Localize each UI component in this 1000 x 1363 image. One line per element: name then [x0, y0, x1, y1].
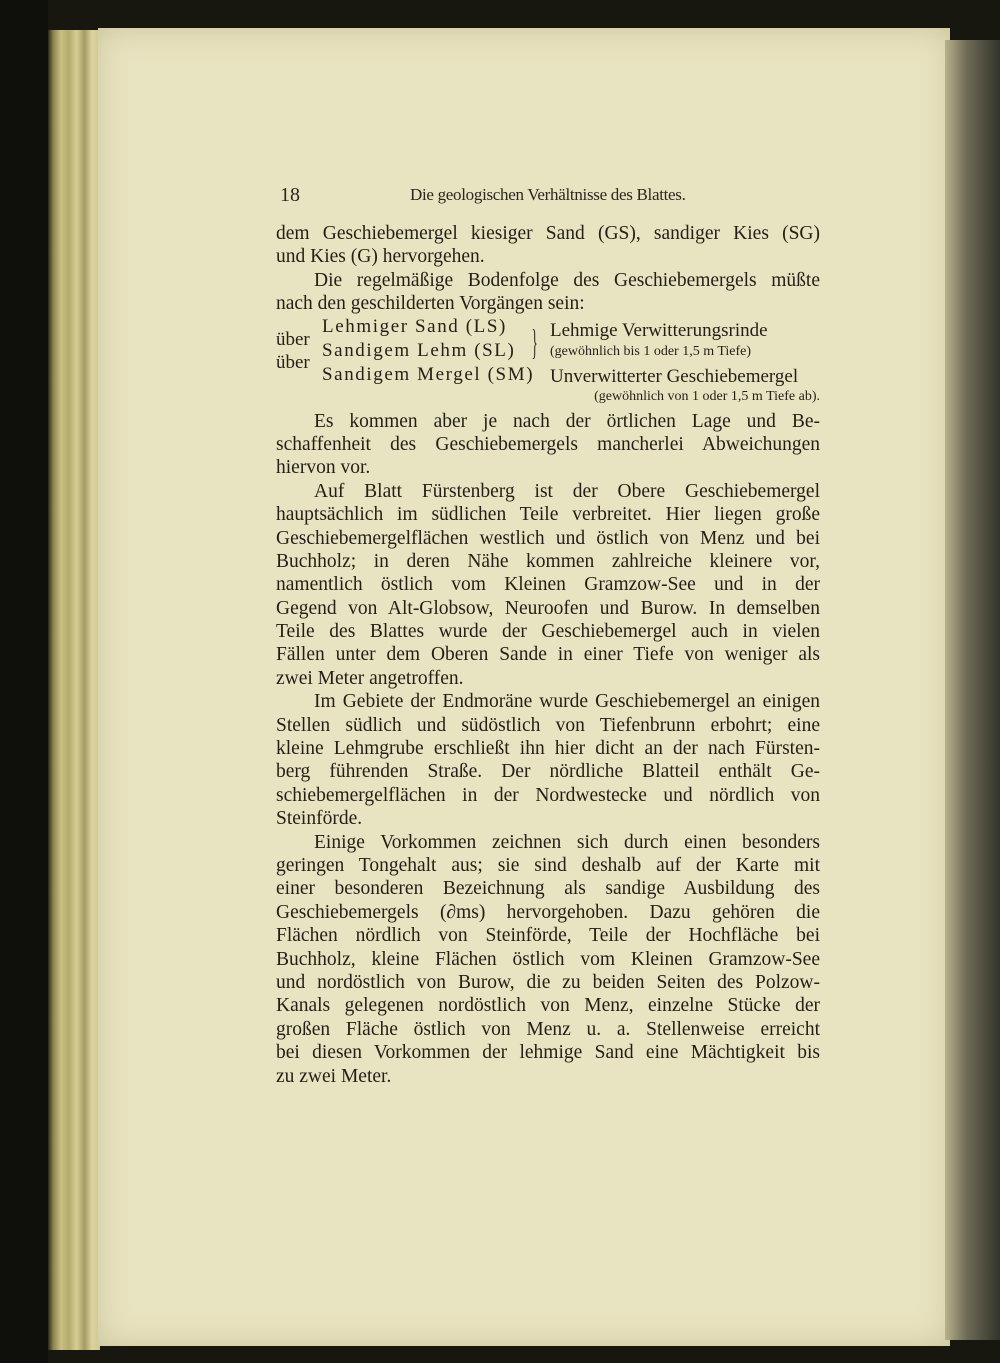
text-line	[276, 269, 820, 292]
text-line	[276, 807, 820, 830]
running-header	[280, 184, 820, 208]
text-line-content: Fällen unter dem Oberen Sande in einer Tiefe von weniger als	[276, 644, 820, 666]
paragraph	[276, 410, 820, 480]
paragraph	[276, 269, 820, 316]
body-text	[276, 222, 820, 1088]
text-line-content: Kanals gelegenen nordöstlich von Menz, einzelne Stücke der	[276, 995, 820, 1017]
text-line-content: Steinförde.	[276, 808, 363, 830]
soil-sequence-table	[276, 316, 820, 410]
text-line-content: großen Fläche östlich von Menz u. a. Stellenweise erreicht	[276, 1018, 820, 1040]
page-number: 18	[280, 184, 300, 206]
text-line-content: Geschiebemergelflächen westlich und östlich von Menz und bei	[276, 527, 820, 549]
text-line	[276, 994, 820, 1017]
paragraph	[276, 831, 820, 1088]
text-line-content: Buchholz; in deren Nähe kommen zahlreiche kleinere vor,	[276, 550, 820, 572]
text-line-content: geringen Tongehalt aus; sie sind deshalb auf der Karte mit	[276, 854, 820, 876]
text-line	[276, 550, 820, 573]
text-line-content: bei diesen Vorkommen der lehmige Sand eine Mächtigkeit bis	[276, 1042, 820, 1064]
text-line	[276, 1041, 820, 1064]
text-line	[276, 877, 820, 900]
paragraph	[276, 222, 820, 269]
text-line	[276, 620, 820, 643]
text-line-content: zwei Meter angetroffen.	[276, 667, 464, 689]
text-line	[276, 410, 820, 433]
text-line	[276, 924, 820, 947]
text-line	[276, 527, 820, 550]
text-line-content: kleine Lehmgrube erschließt ihn hier dicht an der nach Fürsten-	[276, 738, 820, 760]
running-title: Die geologischen Verhältnisse des Blattes.	[410, 185, 686, 204]
text-line	[276, 854, 820, 877]
facing-page-edge	[945, 40, 1000, 1340]
text-line	[276, 784, 820, 807]
text-line	[276, 573, 820, 596]
text-line-content: einer besonderen Bezeichnung als sandige Ausbildung des	[276, 878, 820, 900]
text-line	[276, 1018, 820, 1041]
paragraph	[276, 690, 820, 830]
ueber-label: über	[276, 351, 310, 373]
text-line	[276, 503, 820, 526]
text-line	[276, 245, 820, 268]
text-line-content: berg führenden Straße. Der nördliche Blatteil enthält Ge-	[276, 761, 820, 783]
text-line	[276, 714, 820, 737]
text-line-content: Die regelmäßige Bodenfolge des Geschiebemergels müßte	[314, 269, 820, 291]
text-line-content: nach den geschilderten Vorgängen sein:	[276, 293, 585, 315]
text-line-content: Flächen nördlich von Steinförde, Teile der Hochfläche bei	[276, 925, 820, 947]
text-line	[276, 1065, 820, 1088]
text-line-content: Stellen südlich und südöstlich von Tiefenbrunn erbohrt; eine	[276, 714, 820, 736]
text-line-content: Auf Blatt Fürstenberg ist der Obere Geschiebemergel	[314, 480, 820, 502]
brace: }	[531, 321, 538, 362]
book-spine	[0, 0, 48, 1363]
text-line	[276, 760, 820, 783]
text-line-content: Es kommen aber je nach der örtlichen Lage und Be-	[314, 410, 820, 432]
paragraph	[276, 480, 820, 691]
text-line-content: hauptsächlich im südlichen Teile verbreitet. Hier liegen große	[276, 504, 820, 526]
text-line-content: und Kies (G) hervorgehen.	[276, 246, 485, 268]
text-line-content: schaffenheit des Geschiebemergels mancherlei Abweichungen	[276, 433, 820, 455]
layer-description: Unverwitterter Geschiebemergel	[550, 365, 799, 387]
text-line-content: hiervon vor.	[276, 457, 371, 479]
layer-note: (gewöhnlich bis 1 oder 1,5 m Tiefe)	[550, 343, 752, 359]
text-line	[276, 456, 820, 479]
layer-name: Sandigem Lehm (SL)	[322, 339, 516, 361]
text-line	[276, 667, 820, 690]
page-edges	[48, 30, 100, 1350]
text-line	[276, 901, 820, 924]
text-line-content: Gegend von Alt-Globsow, Neuroofen und Burow. In demselben	[276, 597, 820, 619]
layer-note: (gewöhnlich von 1 oder 1,5 m Tiefe ab).	[594, 388, 820, 404]
text-line-content: und nordöstlich von Burow, die zu beiden Seiten des Polzow-	[276, 971, 820, 993]
text-line	[276, 222, 820, 245]
text-line	[276, 737, 820, 760]
text-line	[276, 831, 820, 854]
text-line-content: dem Geschiebemergel kiesiger Sand (GS), sandiger Kies (SG)	[276, 223, 820, 244]
text-line	[276, 948, 820, 971]
text-line	[276, 433, 820, 456]
text-line	[276, 292, 820, 315]
text-line-content: Im Gebiete der Endmoräne wurde Geschiebemergel an einigen	[314, 691, 820, 713]
text-line-content: Buchholz, kleine Flächen östlich vom Kleinen Gramzow-See	[276, 948, 820, 970]
text-line	[276, 480, 820, 503]
layer-description: Lehmige Verwitterungsrinde	[550, 319, 768, 341]
text-line-content: Geschiebemergels (∂ms) hervorgehoben. Dazu gehören die	[276, 901, 820, 923]
text-line-content: zu zwei Meter.	[276, 1065, 392, 1087]
text-line	[276, 690, 820, 713]
layer-name: Sandigem Mergel (SM)	[322, 363, 535, 385]
text-line	[276, 971, 820, 994]
text-line	[276, 643, 820, 666]
text-line-content: Teile des Blattes wurde der Geschiebemergel auch in vielen	[276, 621, 820, 643]
ueber-label: über	[276, 328, 310, 350]
text-line-content: schiebemergelflächen in der Nordwestecke und nördlich von	[276, 784, 820, 806]
layer-name: Lehmiger Sand (LS)	[322, 315, 507, 337]
text-line-content: Einige Vorkommen zeichnen sich durch einen besonders	[314, 831, 820, 853]
text-line-content: namentlich östlich vom Kleinen Gramzow-See und in der	[276, 574, 820, 596]
text-line	[276, 597, 820, 620]
